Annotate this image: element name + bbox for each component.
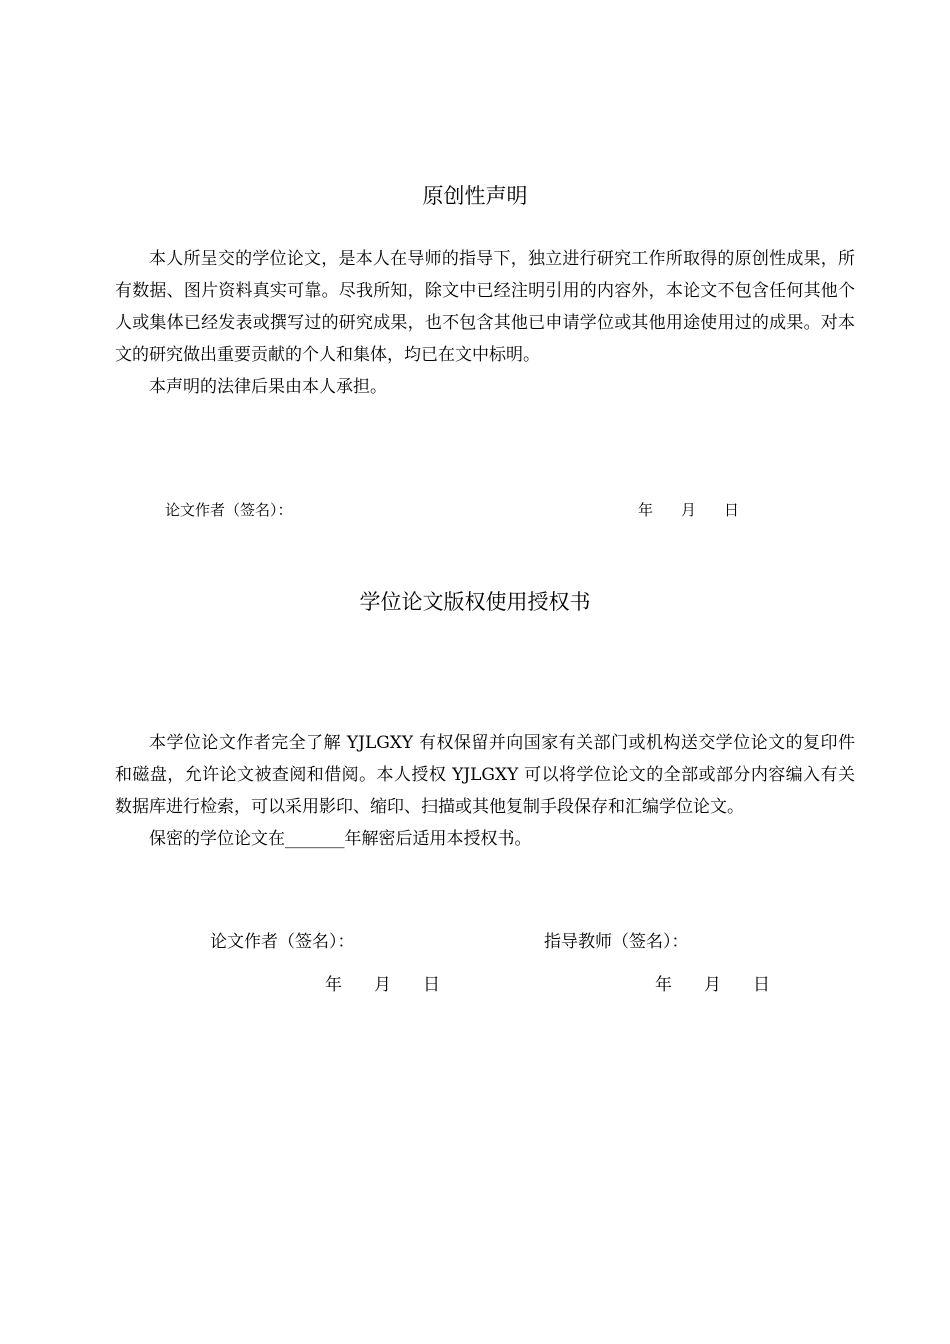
authorization-advisor-sign-label: 指导教师（签名）： — [544, 932, 689, 952]
date-month-label: 月 — [681, 501, 697, 519]
declaration-paragraph: 本声明的法律后果由本人承担。 — [149, 377, 387, 397]
date-year-label: 年 — [325, 975, 342, 995]
authorization-paragraph: 本学位论文作者完全了解 YJLGXY 有权保留并向国家有关部门或机构送交学位论文的复印件和磁盘，允许论文被查阅和借阅。本人授权 YJLGXY 可以将学位论文的全部或部分内容编入有关数据库进行检索，可以采用影印、缩印、扫描或其他复制手段保存和汇编学位论文。 — [115, 733, 855, 817]
authorization-advisor-date — [655, 970, 770, 995]
authorization-author-date — [325, 970, 440, 995]
date-day-label: 日 — [753, 975, 770, 995]
date-year-label: 年 — [655, 975, 672, 995]
date-month-label: 月 — [374, 975, 391, 995]
authorization-body — [115, 727, 855, 855]
declaration-paragraph: 本人所呈交的学位论文，是本人在导师的指导下，独立进行研究工作所取得的原创性成果，所有数据、图片资料真实可靠。尽我所知，除文中已经注明引用的内容外，本论文不包含任何其他个人或集体已经发表或撰写过的研究成果，也不包含其他已申请学位或其他用途使用过的成果。对本文的研究做出重要贡献的个人和集体，均已在文中标明。 — [115, 249, 855, 365]
authorization-paragraph: 保密的学位论文在_______年解密后适用本授权书。 — [149, 829, 532, 849]
date-day-label: 日 — [423, 975, 440, 995]
declaration-author-sign-label: 论文作者（签名）： — [165, 501, 293, 519]
date-year-label: 年 — [638, 501, 654, 519]
declaration-body — [115, 243, 855, 403]
date-month-label: 月 — [704, 975, 721, 995]
date-day-label: 日 — [724, 501, 740, 519]
authorization-title: 学位论文版权使用授权书 — [359, 590, 591, 614]
declaration-date — [638, 499, 739, 520]
authorization-author-sign-label: 论文作者（签名）： — [210, 932, 355, 952]
declaration-title: 原创性声明 — [422, 184, 528, 208]
